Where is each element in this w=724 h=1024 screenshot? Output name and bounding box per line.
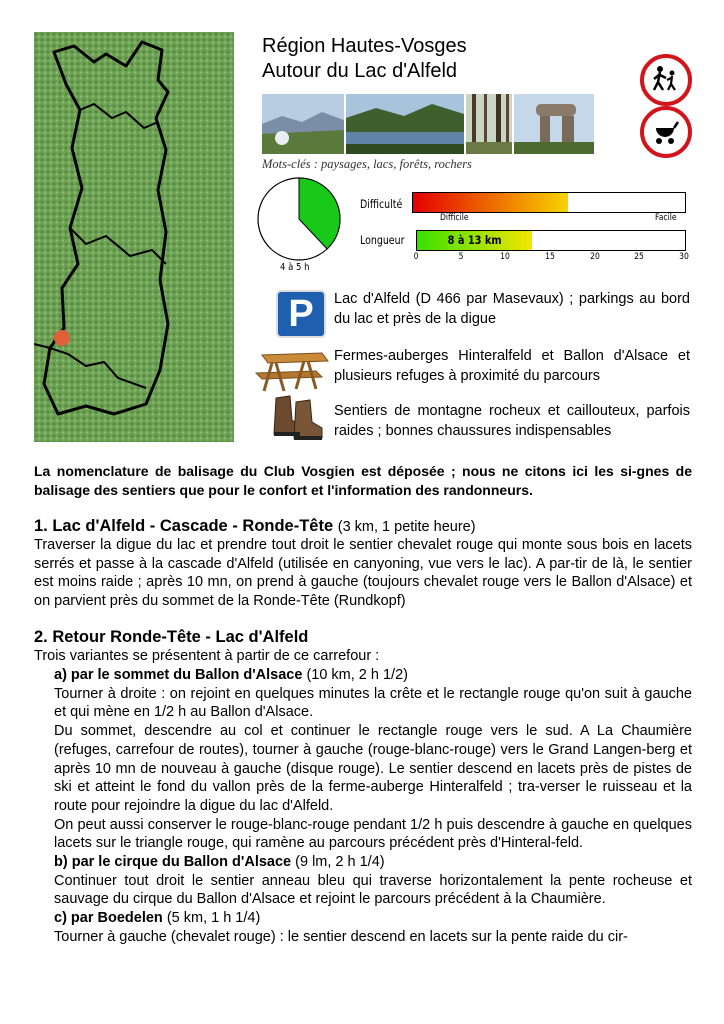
- keywords: Mots-clés : paysages, lacs, forêts, rochers: [262, 157, 472, 171]
- difficulty-easy-label: Facile: [655, 213, 677, 223]
- section2-intro: Trois variantes se présentent à partir de ce carrefour :: [34, 648, 380, 664]
- photo-rocks: [514, 94, 594, 154]
- section1-title: 1. Lac d'Alfeld - Cascade - Ronde-Tête: [34, 517, 334, 535]
- variant-a-meta: (10 km, 2 h 1/2): [306, 667, 408, 683]
- section1-heading: [34, 516, 476, 537]
- notice: La nomenclature de balisage du Club Vosgien est déposée ; nous ne citons ici les si-gnes de balisage des sentiers que pour le confort et l'information des randonneurs.: [34, 463, 692, 498]
- duration-label: 4 à 5 h: [280, 262, 310, 273]
- length-axis: [413, 252, 689, 266]
- length-tick: 0: [413, 252, 419, 262]
- length-value: 8 à 13 km: [447, 233, 502, 247]
- location-marker: [54, 330, 70, 346]
- stroller-sign: [640, 106, 692, 158]
- trail-info: Sentiers de montagne rocheux et caillouteux, parfois raides ; bonnes chaussures indispensables: [334, 403, 690, 439]
- difficulty-label: Difficulté: [360, 197, 403, 211]
- section2-heading: [34, 627, 308, 647]
- variant-a: [54, 666, 692, 947]
- section1-text: Traverser la digue du lac et prendre tout droit le sentier chevalet rouge qui monte sous bois en lacets serrés et passe à la cascade d'Alfeld (utilisée en canyoning, vue vers le lac). A par-tir de là, le sentier est moins raide ; après 10 mn, on prend à gauche (toujours chevalet rouge vers le Ballon d'Alsace) et on parvient près du sommet de la Ronde-Tête (Rundkopf): [34, 537, 692, 610]
- length-bar: [416, 230, 686, 251]
- variant-a-text-3: On peut aussi conserver le rouge-blanc-rouge pendant 1/2 h puis descendre à gauche en quelques lacets sur le triangle rouge, qui ramène au parcours précédent près d'Hinteral-feld.: [54, 816, 692, 852]
- region-title: Région Hautes-Vosges: [262, 35, 467, 57]
- region-map: [34, 32, 234, 442]
- length-tick: 20: [589, 252, 600, 262]
- length-tick: 25: [634, 252, 645, 262]
- photo-lake: [346, 94, 464, 154]
- photo-forest: [466, 94, 512, 154]
- photo-strip: [262, 94, 594, 154]
- variant-a-text-1: Tourner à droite : on rejoint en quelques minutes la crête et le rectangle rouge qu'on suit à gauche et qui mène en 1/2 h au Ballon d'Alsace.: [54, 685, 692, 721]
- variant-b-title: b) par le cirque du Ballon d'Alsace: [54, 854, 292, 871]
- length-tick: 5: [458, 252, 464, 262]
- section1-meta: (3 km, 1 petite heure): [337, 519, 476, 535]
- parking-icon: P: [276, 290, 326, 338]
- length-fill: [417, 231, 532, 250]
- section2-title: 2. Retour Ronde-Tête - Lac d'Alfeld: [34, 628, 309, 646]
- route-title: Autour du Lac d'Alfeld: [262, 60, 458, 82]
- variant-a-text-2: Du sommet, descendre au col et continuer le rectangle rouge vers le sud. A La Chaumière (refuges, carrefour de routes), tourner à gauche (rouge-blanc-rouge) vers le Grand Langen-berg et après 10 mn de nouveau à gauche (disque rouge). Le sentier descend en lacets près de pistes de ski et atteint le fond du vallon près de la ferme-auberge Hinteralfeld ; tra-verser le ruisseau et la route pour rejoindre la digue du lac d'Alfeld.: [54, 723, 692, 814]
- length-tick: 30: [679, 252, 689, 262]
- duration-pie: [256, 176, 342, 262]
- photo-landscape: [262, 94, 344, 154]
- length-label: Longueur: [360, 233, 405, 247]
- picnic-table-icon: [252, 345, 330, 395]
- hiking-children-sign: [640, 54, 692, 106]
- variant-c-title: c) par Boedelen: [54, 910, 163, 927]
- length-tick: 10: [500, 252, 511, 262]
- difficulty-hard-label: Difficile: [440, 213, 469, 223]
- variant-b-text: Continuer tout droit le sentier anneau bleu qui traverse horizontalement la pente rocheuse et sauvage du cirque du Ballon d'Alsace et rejoint le parcours précédent à la Chaumière.: [54, 872, 692, 908]
- hiking-boots-icon: [270, 392, 326, 442]
- variant-c-meta: (5 km, 1 h 1/4): [166, 910, 261, 927]
- parking-info: Lac d'Alfeld (D 466 par Masevaux) ; parkings au bord du lac et près de la digue: [334, 291, 690, 327]
- difficulty-fill: [413, 193, 568, 212]
- page-title: [262, 34, 467, 84]
- variant-b-meta: (9 lm, 2 h 1/4): [295, 854, 385, 871]
- length-tick: 15: [545, 252, 555, 262]
- variant-c-text: Tourner à gauche (chevalet rouge) : le sentier descend en lacets sur la pente raide du cir-: [54, 928, 628, 945]
- difficulty-bar: [412, 192, 686, 213]
- food-info: Fermes-auberges Hinteralfeld et Ballon d'Alsace et plusieurs refuges à proximité du parcours: [334, 348, 690, 384]
- variant-a-title: a) par le sommet du Ballon d'Alsace: [54, 667, 303, 683]
